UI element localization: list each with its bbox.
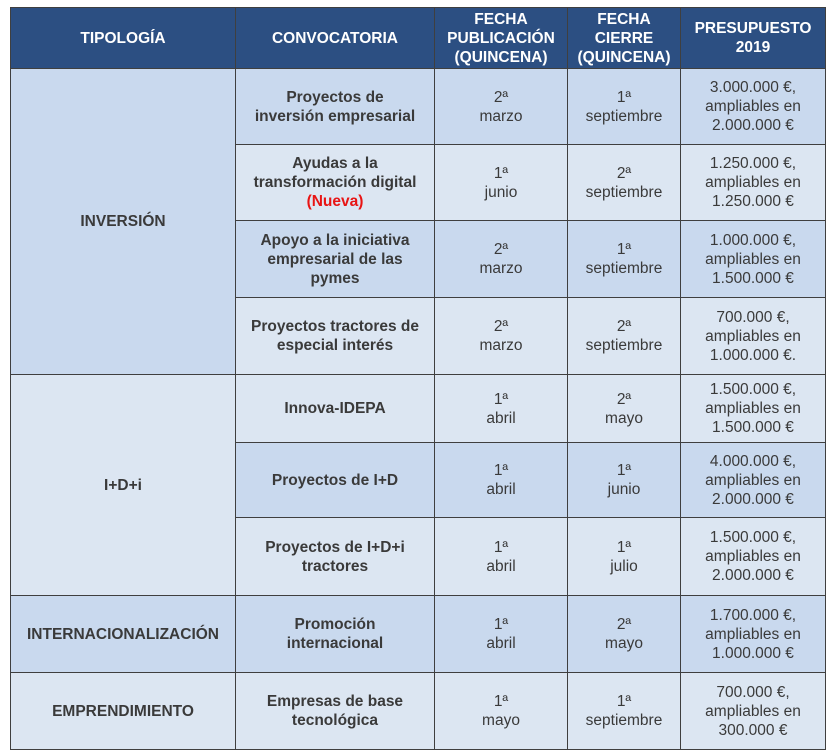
fecha-publicacion-line: 1ª	[493, 164, 509, 182]
fecha-cierre-cell	[568, 221, 681, 298]
presupuesto-line: 1.500.000 €,	[709, 381, 797, 398]
fecha-publicacion-line: abril	[486, 481, 516, 498]
convocatoria-line: Apoyo a la iniciativa	[260, 231, 410, 249]
header-tipologia-line: TIPOLOGÍA	[80, 29, 166, 47]
convocatoria-line: Proyectos tractores de	[251, 318, 419, 335]
presupuesto-line: 1.500.000 €,	[709, 529, 797, 546]
presupuesto-line: 2.000.000 €	[712, 567, 794, 584]
fecha-publicacion-cell	[435, 375, 568, 443]
convocatoria-line: Proyectos de I+D+i	[265, 538, 405, 556]
presupuesto-line: ampliables en	[705, 702, 801, 720]
convocatoria-line: Ayudas a la	[292, 155, 378, 172]
fecha-publicacion-line: marzo	[479, 107, 523, 125]
convocatoria-cell	[236, 518, 435, 596]
convocatoria-line: tecnológica	[291, 712, 379, 729]
presupuesto-cell	[681, 518, 826, 596]
convocatoria-cell	[236, 443, 435, 518]
nueva-badge: (Nueva)	[306, 193, 364, 210]
header-tipologia	[11, 8, 236, 69]
tipologia-cell: INVERSIÓN	[11, 69, 236, 375]
presupuesto-line: 1.250.000 €	[712, 193, 794, 210]
presupuesto-line: 300.000 €	[718, 721, 788, 739]
header-fecha-publicacion-line: FECHA	[474, 10, 528, 28]
table-row	[11, 69, 826, 145]
fecha-cierre-line: 1ª	[616, 462, 632, 479]
fecha-cierre-line: septiembre	[585, 107, 663, 125]
presupuesto-line: 1.700.000 €,	[709, 606, 797, 624]
table-body	[11, 69, 826, 750]
header-fecha-publicacion-line: (QUINCENA)	[454, 48, 548, 66]
presupuesto-cell	[681, 673, 826, 750]
convocatoria-line: Empresas de base	[266, 693, 404, 710]
presupuesto-cell	[681, 298, 826, 375]
convocatoria-cell	[236, 596, 435, 673]
convocatoria-line: Proyectos de I+D	[271, 471, 399, 489]
fecha-publicacion-line: abril	[486, 635, 516, 652]
convocatoria-line: pymes	[310, 269, 360, 287]
fecha-cierre-cell	[568, 596, 681, 673]
convocatorias-table	[10, 7, 826, 750]
fecha-publicacion-cell	[435, 221, 568, 298]
presupuesto-cell	[681, 69, 826, 145]
fecha-cierre-line: 1ª	[616, 88, 632, 106]
fecha-publicacion-line: abril	[486, 557, 516, 575]
convocatoria-line: especial interés	[276, 337, 394, 354]
fecha-publicacion-line: abril	[486, 409, 516, 427]
fecha-publicacion-line: mayo	[482, 712, 520, 729]
presupuesto-line: 700.000 €,	[716, 683, 790, 701]
convocatoria-line: Proyectos de	[286, 88, 384, 106]
presupuesto-line: 700.000 €,	[716, 308, 790, 326]
convocatoria-cell	[236, 69, 435, 145]
fecha-cierre-cell	[568, 443, 681, 518]
convocatoria-cell	[236, 375, 435, 443]
fecha-publicacion-cell	[435, 518, 568, 596]
presupuesto-line: 3.000.000 €,	[709, 79, 797, 96]
header-convocatoria-line: CONVOCATORIA	[271, 29, 398, 47]
presupuesto-line: 1.000.000 €	[712, 644, 794, 662]
fecha-cierre-line: septiembre	[585, 260, 663, 277]
tipologia-cell: I+D+i	[11, 375, 236, 596]
fecha-publicacion-cell	[435, 69, 568, 145]
fecha-cierre-line: mayo	[605, 635, 643, 652]
convocatoria-line: Promoción	[294, 616, 376, 633]
presupuesto-line: ampliables en	[705, 625, 801, 643]
fecha-publicacion-cell	[435, 443, 568, 518]
fecha-publicacion-cell	[435, 145, 568, 221]
tipologia-cell: INTERNACIONALIZACIÓN	[11, 596, 236, 673]
convocatoria-line: tractores	[301, 557, 369, 575]
fecha-cierre-line: septiembre	[585, 183, 663, 201]
fecha-cierre-cell	[568, 518, 681, 596]
presupuesto-line: ampliables en	[705, 548, 801, 565]
presupuesto-line: ampliables en	[705, 400, 801, 417]
convocatoria-line: internacional	[286, 635, 384, 652]
convocatoria-cell	[236, 145, 435, 221]
fecha-publicacion-line: 2ª	[493, 88, 509, 106]
presupuesto-line: ampliables en	[705, 327, 801, 345]
header-presupuesto-line: 2019	[735, 39, 771, 56]
header-convocatoria	[236, 8, 435, 69]
convocatoria-line: empresarial de las	[267, 250, 403, 268]
convocatoria-cell	[236, 673, 435, 750]
fecha-cierre-cell	[568, 375, 681, 443]
presupuesto-line: ampliables en	[705, 471, 801, 489]
presupuesto-cell	[681, 443, 826, 518]
fecha-cierre-cell	[568, 673, 681, 750]
header-fecha-cierre-line: FECHA	[597, 10, 651, 28]
fecha-cierre-line: 1ª	[616, 241, 632, 258]
fecha-cierre-line: 2ª	[616, 390, 632, 408]
presupuesto-cell	[681, 145, 826, 221]
header-fecha-publicacion	[435, 8, 568, 69]
tipologia-cell: EMPRENDIMIENTO	[11, 673, 236, 750]
table-row	[11, 596, 826, 673]
fecha-publicacion-line: 2ª	[493, 318, 509, 335]
presupuesto-line: ampliables en	[705, 174, 801, 191]
fecha-publicacion-line: marzo	[479, 337, 523, 354]
fecha-publicacion-line: 1ª	[493, 390, 509, 408]
presupuesto-line: 1.250.000 €,	[709, 155, 797, 172]
convocatoria-line: inversión empresarial	[254, 107, 416, 125]
presupuesto-line: 1.500.000 €	[712, 269, 794, 287]
fecha-cierre-cell	[568, 69, 681, 145]
fecha-publicacion-line: 1ª	[493, 462, 509, 479]
fecha-cierre-line: 2ª	[616, 318, 632, 335]
presupuesto-cell	[681, 375, 826, 443]
header-row	[11, 8, 826, 69]
table-row	[11, 375, 826, 443]
fecha-publicacion-cell	[435, 673, 568, 750]
presupuesto-cell	[681, 221, 826, 298]
fecha-cierre-line: junio	[607, 481, 641, 498]
presupuesto-line: 2.000.000 €	[712, 490, 794, 508]
presupuesto-line: 1.000.000 €,	[709, 231, 797, 249]
header-presupuesto	[681, 8, 826, 69]
header-presupuesto-line: PRESUPUESTO	[694, 20, 812, 37]
presupuesto-line: 4.000.000 €,	[709, 452, 797, 470]
fecha-publicacion-cell	[435, 596, 568, 673]
table-row	[11, 673, 826, 750]
header-fecha-publicacion-line: PUBLICACIÓN	[447, 29, 555, 47]
fecha-cierre-line: 2ª	[616, 164, 632, 182]
convocatoria-cell	[236, 298, 435, 375]
fecha-cierre-cell	[568, 298, 681, 375]
fecha-cierre-line: 1ª	[616, 693, 632, 710]
presupuesto-cell	[681, 596, 826, 673]
header-fecha-cierre	[568, 8, 681, 69]
fecha-publicacion-line: 1ª	[493, 616, 509, 633]
presupuesto-line: 1.000.000 €.	[709, 346, 797, 364]
presupuesto-line: ampliables en	[705, 250, 801, 268]
fecha-publicacion-line: 1ª	[493, 538, 509, 556]
fecha-publicacion-line: 1ª	[493, 693, 509, 710]
header-fecha-cierre-line: (QUINCENA)	[577, 48, 671, 66]
presupuesto-line: 1.500.000 €	[712, 419, 794, 436]
fecha-cierre-line: 2ª	[616, 616, 632, 633]
convocatoria-line: Innova-IDEPA	[284, 400, 386, 417]
convocatoria-cell	[236, 221, 435, 298]
convocatoria-line: transformación digital	[253, 174, 417, 191]
fecha-cierre-line: septiembre	[585, 712, 663, 729]
fecha-cierre-cell	[568, 145, 681, 221]
fecha-cierre-line: 1ª	[616, 538, 632, 556]
presupuesto-line: 2.000.000 €	[712, 117, 794, 134]
fecha-publicacion-line: junio	[484, 183, 518, 201]
header-fecha-cierre-line: CIERRE	[594, 29, 654, 47]
fecha-publicacion-line: marzo	[479, 260, 523, 277]
fecha-cierre-line: mayo	[605, 409, 643, 427]
presupuesto-line: ampliables en	[705, 98, 801, 115]
fecha-cierre-line: septiembre	[585, 337, 663, 354]
fecha-publicacion-line: 2ª	[493, 241, 509, 258]
fecha-cierre-line: julio	[610, 557, 638, 575]
fecha-publicacion-cell	[435, 298, 568, 375]
